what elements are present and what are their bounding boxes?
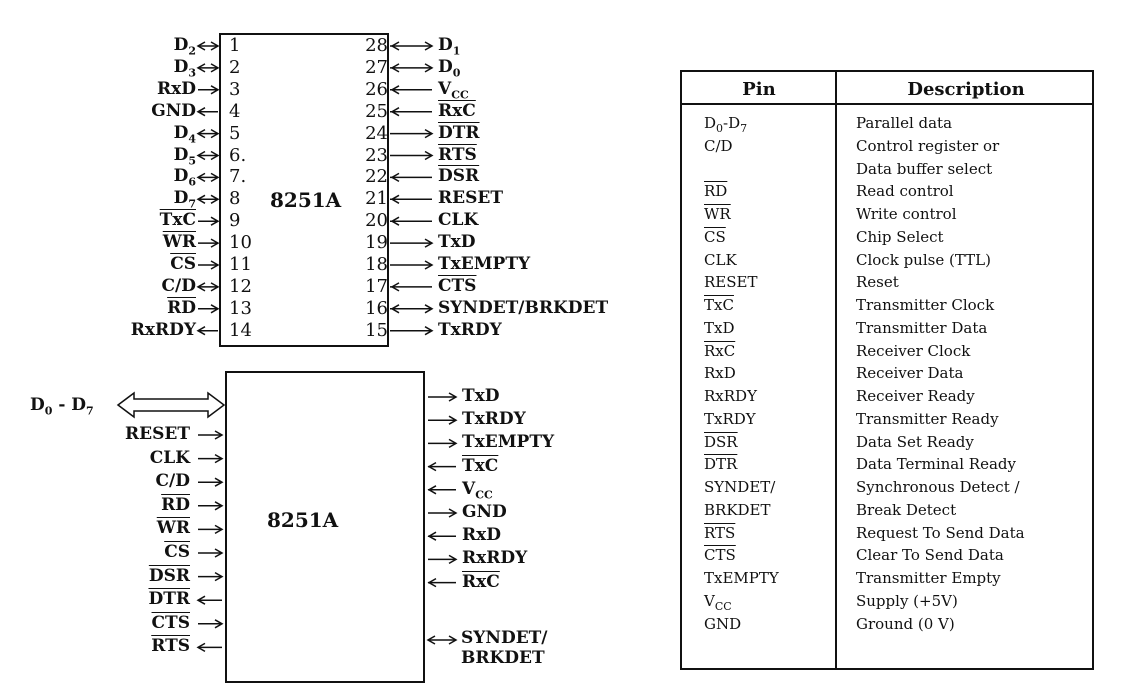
block-right-label-1: [462, 388, 500, 405]
block-right-8-text: RxRDY: [462, 548, 528, 569]
table-row-18-pin: [704, 500, 771, 519]
pin-number-left-11: 11: [229, 254, 252, 275]
pin-number-right-25: 25: [365, 100, 388, 122]
table-row-16-pin-text: $\overline{DTR}$: [704, 455, 738, 474]
pin-number-left-8: 8: [229, 188, 241, 210]
pin-number-right-21: 21: [365, 188, 388, 210]
pin-left-2-text: D: [173, 56, 189, 77]
block-left-label-9: [151, 612, 190, 633]
table-row-22-pin: [704, 591, 732, 613]
pin-left-6-text: D: [173, 144, 189, 165]
pin-label-right-26: [438, 78, 469, 102]
pin-number-right-19: 19: [365, 232, 388, 254]
pin-label-right-22: [438, 168, 479, 185]
block-left-label-4: [161, 494, 190, 515]
pin-label-left-8: [174, 190, 196, 209]
block-left-label-10: [151, 638, 190, 655]
pin-number-left-1: 1: [229, 35, 241, 56]
table-row-2-pin: [704, 136, 733, 155]
pin-right-27-text: D: [438, 56, 453, 77]
block-left-label-3: [156, 473, 190, 490]
block-left-9-text: $\overline{CTS}$: [151, 612, 190, 633]
pin-label-right-27: [438, 56, 461, 80]
pin-right-15-text: TxRDY: [438, 319, 502, 340]
block-left-2-text: CLK: [149, 447, 190, 468]
table-row-7-pin: [704, 250, 737, 269]
table-row-19-pin-text: $\overline{RTS}$: [704, 523, 736, 542]
table-header-pin: Pin: [742, 78, 776, 100]
pin-label-right-15: [438, 319, 502, 340]
pin-label-right-25: [438, 100, 476, 121]
table-row-5-description: Write control: [856, 205, 957, 223]
table-row-17-pin-text: SYNDET/: [704, 478, 776, 496]
pinout-chip-label: 8251A: [270, 188, 342, 212]
table-row-19-pin: [704, 523, 736, 542]
block-left-label-2: [149, 447, 190, 468]
pin-left-11-text: $\overline{CS}$: [170, 254, 196, 274]
pin-left-1-sub: 2: [188, 44, 196, 58]
table-row-15-pin: [704, 432, 738, 451]
table-row-8-description: Reset: [856, 273, 899, 292]
pin-number-right-27: 27: [365, 56, 388, 78]
pin-label-left-5: [173, 122, 196, 145]
block-syndet-label: SYNDET/ BRKDET: [461, 628, 548, 668]
pin-number-left-10: 10: [229, 232, 252, 254]
pin-label-left-11: [170, 256, 196, 273]
table-row-9-pin: [704, 298, 734, 313]
pin-left-9-text: $\overline{TxC}$: [159, 210, 196, 231]
table-row-6-description: Chip Select: [856, 227, 944, 246]
pin-right-26-text: V: [438, 78, 452, 99]
table-row-15-description: Data Set Ready: [856, 432, 974, 451]
table-row-16-description: Data Terminal Ready: [856, 455, 1016, 474]
table-row-5-pin: [704, 207, 731, 222]
pin-label-right-19: [438, 234, 476, 251]
table-row-13-pin-text: RxRDY: [704, 387, 757, 405]
table-row-10-pin-text: TxD: [704, 318, 735, 337]
table-row-20-description: Clear To Send Data: [856, 546, 1004, 565]
pin-left-4-text: GND: [151, 100, 196, 121]
block-left-label-1: [125, 426, 190, 443]
pin-label-right-17: [438, 275, 477, 296]
table-row-3-description: Data buffer select: [856, 159, 993, 178]
pin-number-left-2: 2: [229, 56, 241, 78]
block-left-label-8: [148, 591, 190, 608]
table-row-10-description: Transmitter Data: [856, 318, 988, 337]
table-row-5-pin-text: $\overline{WR}$: [704, 205, 731, 223]
block-left-1-text: RESET: [125, 424, 190, 444]
block-left-8-text: $\overline{DTR}$: [148, 589, 190, 610]
table-row-11-pin: [704, 341, 736, 360]
table-row-14-pin: [704, 409, 756, 428]
table-row-1-pin-sub2: 7: [740, 122, 748, 135]
pin-number-right-18: 18: [365, 254, 388, 275]
pin-label-right-24: [438, 122, 480, 143]
table-row-23-pin: [704, 614, 742, 633]
pin-left-6-sub: 5: [188, 153, 196, 167]
table-row-18-pin-text: BRKDET: [704, 500, 771, 519]
table-row-19-description: Request To Send Data: [856, 523, 1025, 542]
table-row-1-pin: [704, 116, 747, 134]
table-row-21-pin-text: TxEMPTY: [704, 569, 779, 587]
block-right-5-sub: CC: [475, 488, 493, 502]
pin-right-26-sub: CC: [451, 88, 469, 102]
table-row-4-pin-text: $\overline{RD}$: [704, 182, 728, 201]
table-row-1-pin-sub: 0: [716, 122, 724, 135]
pin-number-left-7: 7.: [229, 166, 247, 188]
pin-left-7-sub: 6: [188, 175, 196, 189]
table-row-12-description: Receiver Data: [856, 364, 964, 383]
table-row-2-pin-text: C/D: [704, 136, 733, 155]
pin-number-left-13: 13: [229, 297, 252, 319]
pin-right-28-text: D: [438, 35, 453, 55]
table-row-20-pin-text: $\overline{CTS}$: [704, 546, 736, 565]
pin-number-right-28: 28: [365, 35, 388, 56]
table-row-16-pin: [704, 457, 737, 472]
block-left-5-text: $\overline{WR}$: [156, 518, 190, 539]
table-row-6-pin-text: $\overline{CS}$: [704, 227, 726, 246]
block-right-label-6: [462, 504, 507, 521]
pin-label-left-9: [160, 212, 196, 229]
pin-description-table: [680, 70, 1094, 670]
table-header-description: Description: [907, 78, 1025, 100]
pin-label-right-28: [438, 37, 460, 56]
table-row-22-description: Supply (+5V): [856, 591, 958, 610]
pin-left-1-text: D: [173, 35, 189, 55]
pin-right-20-text: CLK: [438, 210, 479, 231]
pin-number-right-17: 17: [365, 275, 388, 297]
pin-right-16-text: SYNDET/BRKDET: [438, 297, 609, 318]
pin-left-13-text: $\overline{RD}$: [167, 297, 196, 318]
pin-label-left-14: [130, 319, 196, 340]
block-left-label-7: [148, 565, 190, 586]
table-row-12-pin-text: RxD: [704, 364, 736, 383]
block-right-4-text: $\overline{TxC}$: [462, 455, 499, 476]
pin-right-23-text: $\overline{RTS}$: [438, 144, 477, 165]
pin-right-19-text: TxD: [438, 232, 476, 253]
pin-label-right-21: [438, 190, 503, 207]
table-row-22-pin-sub: CC: [714, 599, 732, 613]
block-right-6-text: GND: [462, 502, 507, 522]
pin-left-2-sub: 3: [188, 66, 196, 80]
table-row-13-pin: [704, 389, 757, 404]
pin-number-right-15: 15: [365, 319, 388, 341]
table-row-6-pin: [704, 227, 726, 246]
table-row-11-description: Receiver Clock: [856, 341, 971, 360]
pin-number-left-4: 4: [229, 100, 241, 122]
pin-left-5-sub: 4: [188, 131, 196, 145]
table-row-7-pin-text: CLK: [704, 250, 737, 269]
block-right-2-text: TxRDY: [462, 409, 526, 430]
pin-label-left-6: [173, 144, 196, 167]
table-row-21-description: Transmitter Empty: [856, 569, 1001, 587]
pin-left-5-text: D: [173, 122, 189, 143]
pin-number-left-12: 12: [229, 275, 252, 297]
block-right-label-9: [462, 571, 500, 592]
block-right-9-text: $\overline{RxC}$: [462, 571, 500, 592]
block-left-3-text: C/D: [155, 471, 190, 492]
table-row-10-pin: [704, 318, 735, 337]
pin-right-28-sub: 1: [452, 44, 461, 58]
table-row-14-pin-text: TxRDY: [704, 409, 756, 428]
table-row-7-description: Clock pulse (TTL): [856, 250, 991, 269]
pin-left-12-text: C/D: [161, 275, 196, 296]
pin-left-8-sub: 7: [188, 197, 196, 211]
block-left-label-6: [164, 544, 190, 561]
pin-label-right-23: [438, 144, 477, 165]
pin-left-8-text: D: [173, 188, 189, 209]
pin-label-left-13: [167, 297, 196, 318]
block-left-4-text: $\overline{RD}$: [161, 494, 190, 515]
block-left-10-text: $\overline{RTS}$: [151, 636, 190, 657]
pin-left-14-text: RxRDY: [130, 319, 196, 340]
table-row-1-pin-text: D: [704, 114, 717, 132]
pin-number-right-23: 23: [365, 144, 388, 166]
block-right-label-2: [462, 411, 526, 428]
table-row-22-pin-text: V: [704, 591, 715, 610]
block-right-label-8: [462, 550, 527, 567]
table-row-23-description: Ground (0 V): [856, 614, 955, 633]
table-row-20-pin: [704, 548, 736, 563]
block-right-label-3: [462, 434, 554, 451]
table-row-1-description: Parallel data: [856, 114, 953, 132]
block-right-5-text: V: [462, 478, 476, 499]
data-bus-label: $D_0 - D_7$: [30, 395, 94, 418]
pin-label-left-4: [151, 100, 196, 121]
block-left-7-text: $\overline{DSR}$: [148, 565, 190, 586]
pin-right-27-sub: 0: [452, 66, 461, 80]
data-bus-arrow: [118, 393, 224, 417]
pin-label-left-1: [174, 37, 196, 56]
table-row-21-pin: [704, 571, 779, 586]
block-chip-label: 8251A: [267, 508, 339, 532]
pin-right-22-text: $\overline{DSR}$: [438, 166, 480, 187]
pin-left-3-text: RxD: [156, 78, 196, 99]
pin-right-21-text: RESET: [438, 188, 503, 209]
pin-left-10-text: $\overline{WR}$: [162, 232, 196, 253]
table-row-8-pin: [704, 275, 757, 290]
pin-right-18-text: TxEMPTY: [438, 254, 531, 274]
pin-number-left-3: 3: [229, 78, 241, 100]
pin-label-left-2: [173, 56, 196, 80]
pin-label-right-20: [438, 212, 478, 229]
pin-number-left-14: 14: [229, 319, 252, 341]
table-row-17-description: Synchronous Detect /: [856, 478, 1020, 496]
table-row-14-description: Transmitter Ready: [856, 409, 999, 428]
table-row-12-pin: [704, 366, 736, 381]
pin-label-left-3: [156, 78, 196, 99]
block-left-6-text: $\overline{CS}$: [164, 542, 190, 562]
pin-number-right-20: 20: [365, 210, 388, 232]
pin-label-left-10: [163, 234, 196, 251]
pin-number-left-5: 5: [229, 122, 241, 144]
block-left-label-5: [157, 520, 190, 537]
pin-label-right-16: [438, 297, 609, 318]
pin-number-right-24: 24: [365, 122, 388, 144]
block-right-1-text: TxD: [462, 386, 500, 406]
block-right-3-text: TxEMPTY: [462, 432, 555, 453]
table-row-4-description: Read control: [856, 182, 954, 201]
pin-number-right-26: 26: [365, 78, 388, 100]
pin-right-25-text: $\overline{RxC}$: [438, 100, 476, 121]
table-row-8-pin-text: RESET: [704, 273, 758, 292]
pin-label-left-7: [174, 168, 196, 187]
table-row-11-pin-text: $\overline{RxC}$: [704, 341, 736, 360]
table-row-15-pin-text: $\overline{DSR}$: [704, 432, 738, 451]
table-row-1-pin-suffix: -D: [723, 114, 741, 132]
pin-label-right-18: [438, 256, 530, 273]
table-row-13-description: Receiver Ready: [856, 387, 975, 405]
pin-label-left-12: [161, 275, 196, 296]
table-row-2-description: Control register or: [856, 136, 1000, 155]
block-right-7-text: RxD: [462, 525, 502, 546]
pin-left-7-text: D: [173, 166, 189, 187]
table-row-18-description: Break Detect: [856, 500, 957, 519]
pin-number-left-6: 6.: [229, 144, 247, 166]
table-row-23-pin-text: GND: [704, 614, 742, 633]
pin-number-left-9: 9: [229, 210, 241, 232]
pin-right-17-text: $\overline{CTS}$: [438, 275, 477, 296]
table-row-9-pin-text: $\overline{TxC}$: [704, 296, 734, 314]
block-right-label-7: [462, 527, 501, 544]
pin-number-right-22: 22: [365, 166, 388, 188]
table-row-9-description: Transmitter Clock: [856, 296, 995, 314]
block-right-label-4: [462, 455, 499, 476]
block-right-label-5: [462, 478, 493, 502]
table-row-17-pin: [704, 480, 775, 495]
pin-number-right-16: 16: [365, 297, 388, 319]
pin-right-24-text: $\overline{DTR}$: [438, 122, 480, 143]
table-row-4-pin: [704, 184, 727, 199]
